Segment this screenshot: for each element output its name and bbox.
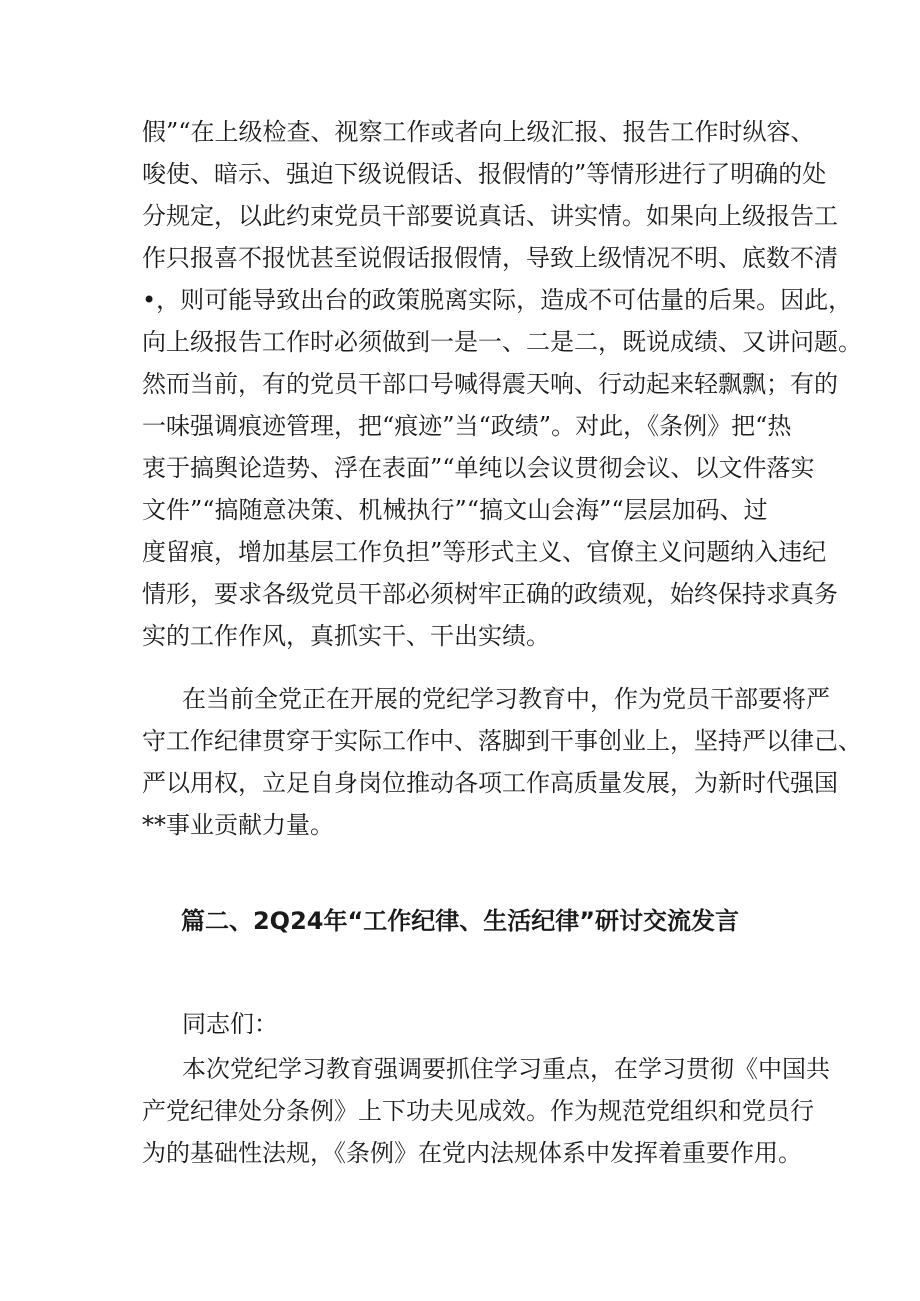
text-line: 本次党纪学习教育强调要抓住学习重点，在学习贯彻《中国共 [182,1055,830,1083]
text-line: 然而当前，有的党员干部口号喊得震天响、行动起来轻飘飘；有的 [142,370,838,398]
text-line: 假”“在上级检查、视察工作或者向上级汇报、报告工作时纵容、 [142,118,815,146]
text-line: **事业贡献力量。 [142,811,334,839]
paragraph-continued [142,111,862,657]
text-line: •，则可能导致出台的政策脱离实际，造成不可估量的后果。因此， [142,286,853,314]
salutation: 同志们： [182,1010,278,1038]
text-line: 分规定，以此约束党员干部要说真话、讲实情。如果向上级报告工 [142,202,838,230]
paragraph-intro [142,1048,830,1174]
text-line: 情形，要求各级党员干部必须树牢正确的政绩观，始终保持求真务 [142,580,838,608]
text-line: 度留痕，增加基层工作负担”等形式主义、官僚主义问题纳入违纪 [142,538,827,566]
section-heading: 篇二、2Q24年“工作纪律、生活纪律”研讨交流发言 [180,907,740,935]
text-line: 文件”“搞随意决策、机械执行”“搞文山会海”“层层加码、过 [142,496,768,524]
text-line: 在当前全党正在开展的党纪学习教育中，作为党员干部要将严 [182,685,830,713]
text-line: 实的工作作风，真抓实干、干出实绩。 [142,622,550,650]
text-line: 为的基础性法规，《条例》在党内法规体系中发挥着重要作用。 [142,1139,802,1167]
text-line: 守工作纪律贯穿于实际工作中、落脚到干事创业上，坚持严以律己、 [142,727,862,755]
text-line: 作只报喜不报忧甚至说假话报假情，导致上级情况不明、底数不清 [142,244,838,272]
paragraph-closing [142,678,862,846]
text-line: 衷于搞舆论造势、浮在表面”“单纯以会议贯彻会议、以文件落实 [142,454,815,482]
text-line: 产党纪律处分条例》上下功夫见成效。作为规范党组织和党员行 [142,1097,814,1125]
text-line: 向上级报告工作时必须做到一是一、二是二，既说成绩、又讲问题。 [142,328,862,356]
text-line: 唆使、暗示、强迫下级说假话、报假情的”等情形进行了明确的处 [142,160,827,188]
text-line: 严以用权，立足自身岗位推动各项工作高质量发展，为新时代强国 [142,769,838,797]
text-line: 一味强调痕迹管理，把“痕迹”当“政绩”。对此，《条例》把“热 [142,412,792,440]
